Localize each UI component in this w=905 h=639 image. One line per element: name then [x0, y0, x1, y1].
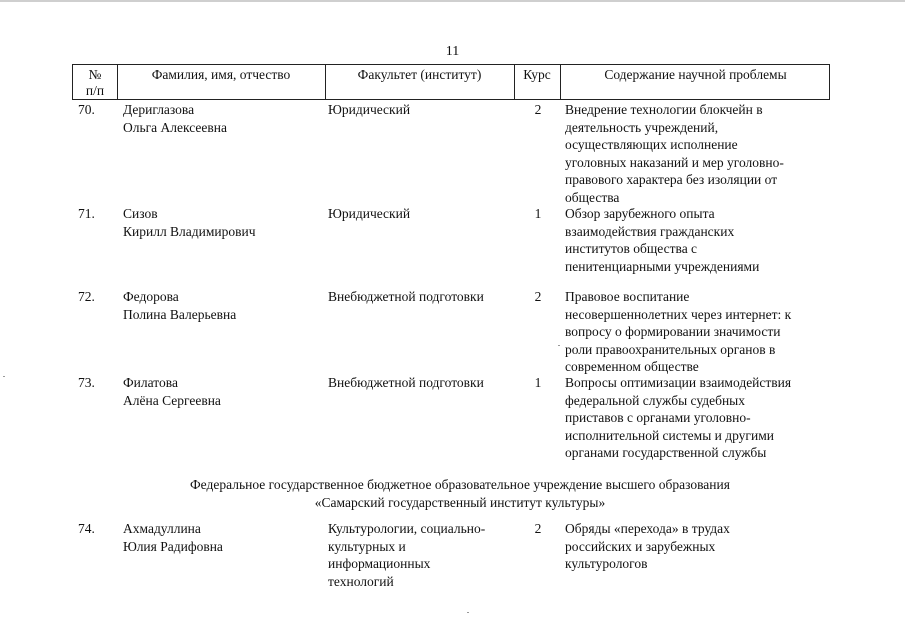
scan-edge [0, 0, 905, 2]
name-line: Алёна Сергеевна [123, 392, 221, 408]
faculty-line: Культурологии, социально- [328, 521, 486, 536]
page-number: 11 [445, 44, 460, 59]
faculty-line: культурных и [328, 538, 406, 554]
table-header [72, 64, 830, 100]
name-line: Полина Валерьевна [123, 306, 237, 322]
scan-speck [558, 345, 560, 346]
faculty-line: Внебюджетной подготовки [328, 289, 484, 304]
name-line: Ольга Алексеевна [123, 119, 227, 135]
row-faculty [328, 374, 513, 392]
faculty-line: технологий [328, 573, 394, 589]
name-line: Филатова [123, 375, 178, 390]
topic-line: взаимодействия гражданских [565, 223, 735, 239]
topic-line: несовершеннолетних через интернет: к [565, 306, 792, 322]
row-topic [565, 101, 827, 206]
row-number: 71. [78, 206, 95, 221]
row-course: 2 [534, 289, 542, 304]
row-name [123, 374, 323, 409]
header-topic: Содержание научной проблемы [604, 67, 787, 82]
row-faculty [328, 520, 513, 590]
topic-line: роли правоохранительных органов в [565, 341, 776, 357]
row-number: 73. [78, 375, 95, 390]
row-number: 74. [78, 521, 95, 536]
topic-line: Обзор зарубежного опыта [565, 206, 715, 221]
row-topic [565, 520, 827, 573]
row-topic [565, 205, 827, 275]
row-course: 2 [534, 102, 542, 117]
row-course: 2 [534, 521, 542, 536]
row-name [123, 205, 323, 240]
row-faculty [328, 288, 513, 306]
row-number: 72. [78, 289, 95, 304]
topic-line: культурологов [565, 556, 648, 571]
row-name [123, 520, 323, 555]
topic-line: осуществляющих исполнение [565, 137, 738, 152]
topic-line: исполнительной системы и другими [565, 427, 774, 443]
institution-line: «Самарский государственный институт культуры» [314, 494, 606, 510]
faculty-line: Юридический [328, 102, 411, 117]
header-faculty: Факультет (институт) [357, 67, 482, 82]
header-num-line: № [88, 67, 102, 82]
topic-line: институтов общества с [565, 241, 698, 256]
topic-line: Обряды «перехода» в трудах [565, 521, 730, 536]
header-num-line: п/п [85, 83, 105, 98]
row-faculty [328, 205, 513, 223]
name-line: Юлия Радифовна [123, 538, 223, 554]
topic-line: правового характера без изоляции от [565, 172, 778, 187]
topic-line: современном обществе [565, 359, 699, 374]
scan-speck [3, 376, 5, 377]
institution-heading [100, 476, 820, 511]
row-course: 1 [534, 375, 542, 390]
row-course: 1 [534, 206, 542, 221]
topic-line: Правовое воспитание [565, 289, 690, 304]
row-topic [565, 374, 827, 462]
topic-line: пенитенциарными учреждениями [565, 258, 760, 274]
row-topic [565, 288, 827, 376]
topic-line: вопросу о формировании значимости [565, 324, 781, 339]
name-line: Ахмадуллина [123, 521, 201, 536]
row-name [123, 288, 323, 323]
header-course: Курс [523, 67, 551, 82]
name-line: Кирилл Владимирович [123, 223, 256, 239]
topic-line: российских и зарубежных [565, 538, 716, 554]
row-number: 70. [78, 102, 95, 117]
header-name: Фамилия, имя, отчество [151, 67, 291, 82]
faculty-line: Внебюджетной подготовки [328, 375, 484, 390]
scan-speck [467, 612, 469, 613]
topic-line: приставов с органами уголовно- [565, 410, 751, 425]
topic-line: общества [565, 189, 620, 205]
row-faculty [328, 101, 513, 119]
institution-line: Федеральное государственное бюджетное образовательное учреждение высшего образования [190, 477, 730, 492]
topic-line: деятельность учреждений, [565, 119, 719, 135]
topic-line: Вопросы оптимизации взаимодействия [565, 375, 792, 390]
faculty-line: информационных [328, 556, 431, 571]
row-name [123, 101, 323, 136]
topic-line: органами государственной службы [565, 445, 767, 460]
faculty-line: Юридический [328, 206, 411, 221]
topic-line: федеральной службы судебных [565, 392, 746, 408]
header-num [73, 67, 117, 99]
name-line: Дериглазова [123, 102, 195, 117]
topic-line: Внедрение технологии блокчейн в [565, 102, 763, 117]
topic-line: уголовных наказаний и мер уголовно- [565, 154, 784, 170]
name-line: Сизов [123, 206, 158, 221]
name-line: Федорова [123, 289, 179, 304]
